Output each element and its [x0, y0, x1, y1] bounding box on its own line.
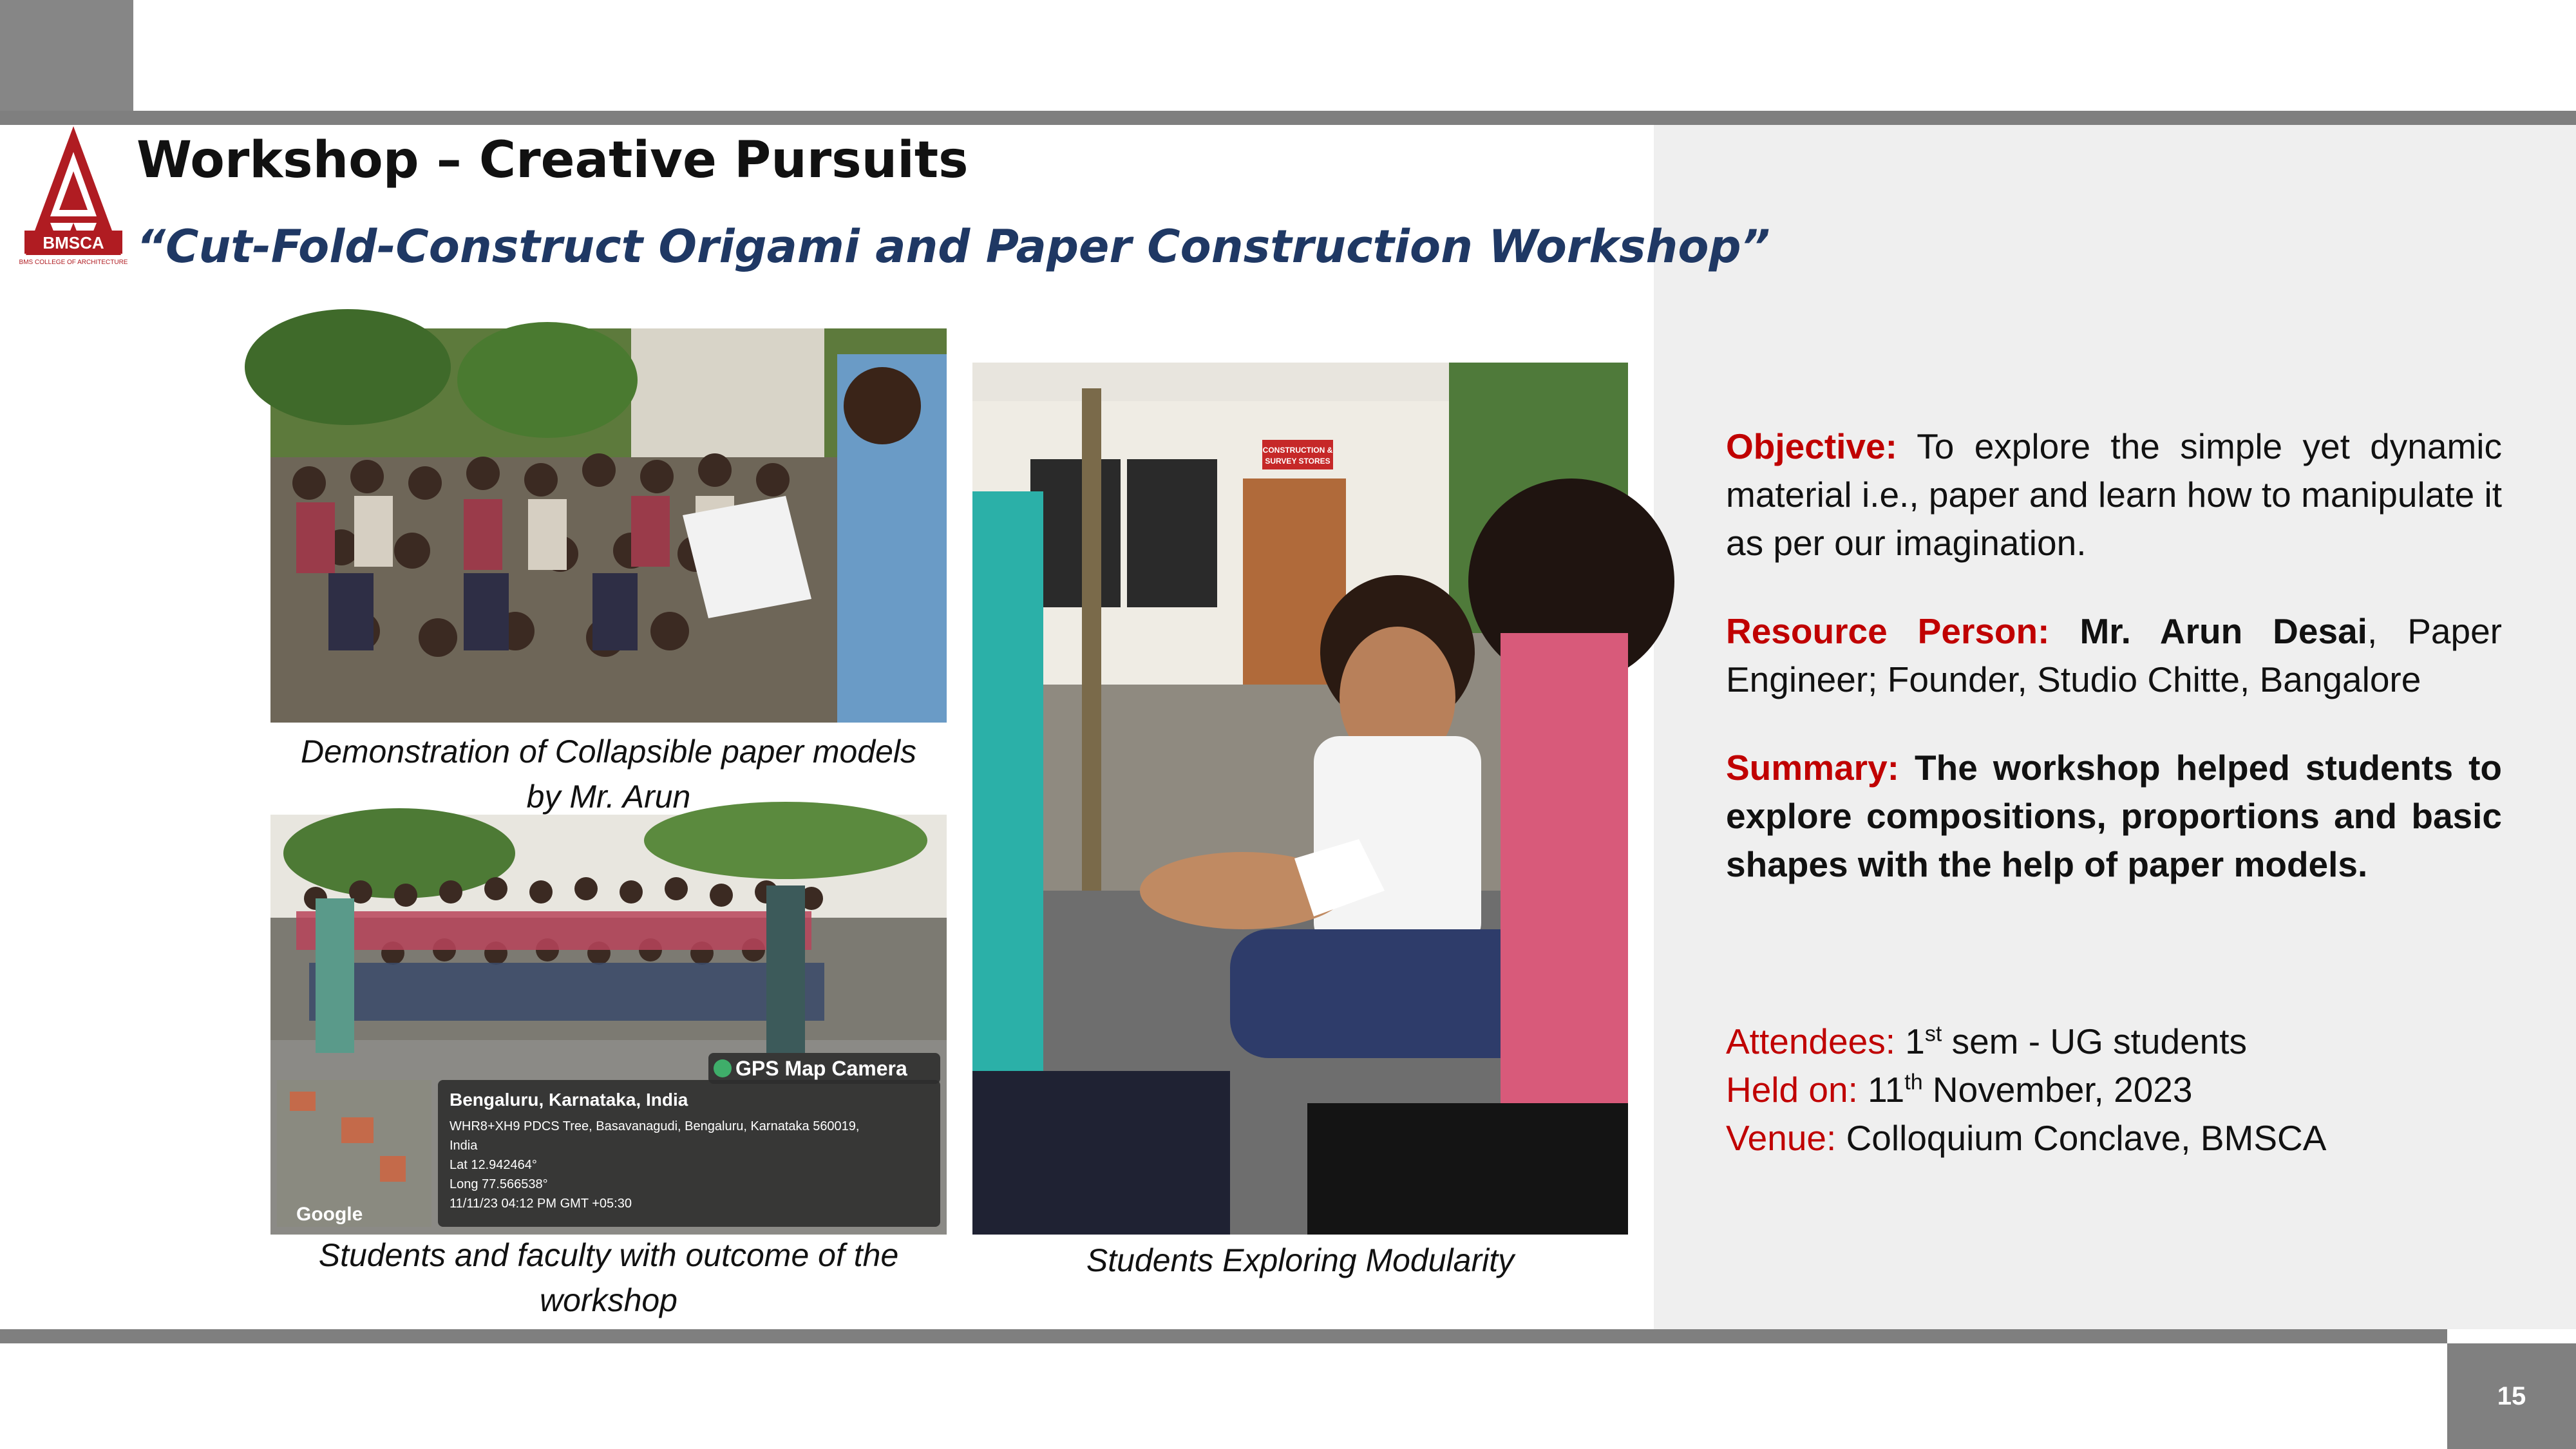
page-number: 15	[2447, 1343, 2576, 1449]
modularity-photo	[972, 363, 1628, 1235]
held-on-text: November, 2023	[1922, 1070, 2193, 1110]
bmsca-logo	[19, 126, 128, 268]
attendees-text: sem - UG students	[1942, 1021, 2248, 1061]
venue-text: Colloquium Conclave, BMSCA	[1836, 1118, 2327, 1158]
header-corner-block	[0, 0, 133, 111]
held-on-number: 11	[1857, 1070, 1905, 1110]
sign-line-1: CONSTRUCTION &	[1262, 446, 1333, 455]
objective-text: To explore the simple yet dynamic material i.e., paper and learn how to manipulate it as per our imagination.	[1726, 426, 2502, 563]
demo-caption-line1: Demonstration of Collapsible paper models	[300, 734, 917, 770]
resource-block	[1726, 607, 2502, 704]
held-on-suffix: th	[1904, 1070, 1923, 1095]
logo-subtext: BMS COLLEGE OF ARCHITECTURE	[19, 259, 128, 266]
venue-label: Venue:	[1726, 1118, 1837, 1158]
gps-timestamp: 11/11/23 04:12 PM GMT +05:30	[450, 1197, 632, 1211]
gps-longitude: Long 77.566538°	[450, 1177, 548, 1191]
attendees-label: Attendees:	[1726, 1021, 1895, 1061]
demo-photo	[270, 328, 947, 723]
summary-label: Summary:	[1726, 748, 1899, 788]
modularity-caption: Students Exploring Modularity	[1086, 1242, 1515, 1278]
objective-label: Objective:	[1726, 426, 1897, 466]
group-photo	[270, 815, 947, 1235]
logo-text: BMSCA	[43, 233, 104, 252]
demo-caption-line2: by Mr. Arun	[526, 779, 691, 815]
held-on-line	[1726, 1066, 2502, 1114]
venue-line	[1726, 1114, 2502, 1162]
resource-name: Mr. Arun Desai	[2049, 611, 2367, 651]
gps-city: Bengaluru, Karnataka, India	[450, 1090, 688, 1110]
sign-line-2: SURVEY STORES	[1265, 457, 1331, 466]
slide-title: Workshop – Creative Pursuits	[137, 131, 969, 189]
resource-label: Resource Person:	[1726, 611, 2050, 651]
resource-text: , Paper Engineer; Founder, Studio Chitte, Bangalore	[1726, 611, 2502, 699]
attendees-line	[1726, 1018, 2502, 1066]
attendees-number: 1	[1895, 1021, 1925, 1061]
gps-latitude: Lat 12.942464°	[450, 1158, 537, 1172]
gps-address-2: India	[450, 1139, 478, 1153]
group-caption-line2: workshop	[540, 1282, 677, 1318]
header-rule	[0, 111, 2576, 125]
attendees-suffix: st	[1924, 1021, 1942, 1046]
summary-text: The workshop helped students to explore compositions, proportions and basic shapes with the help of paper models.	[1726, 748, 2502, 884]
gps-address-1: WHR8+XH9 PDCS Tree, Basavanagudi, Bengaluru, Karnataka 560019,	[450, 1119, 860, 1133]
gps-title: GPS Map Camera	[735, 1057, 907, 1080]
objective-block	[1726, 422, 2502, 567]
map-google-label: Google	[296, 1204, 363, 1225]
slide-subtitle: “Cut-Fold-Construct Origami and Paper Construction Workshop”	[137, 220, 1770, 273]
summary-block	[1726, 744, 2502, 889]
footer-rule	[0, 1329, 2447, 1343]
held-on-label: Held on:	[1726, 1070, 1858, 1110]
group-caption-line1: Students and faculty with outcome of the	[318, 1237, 899, 1273]
